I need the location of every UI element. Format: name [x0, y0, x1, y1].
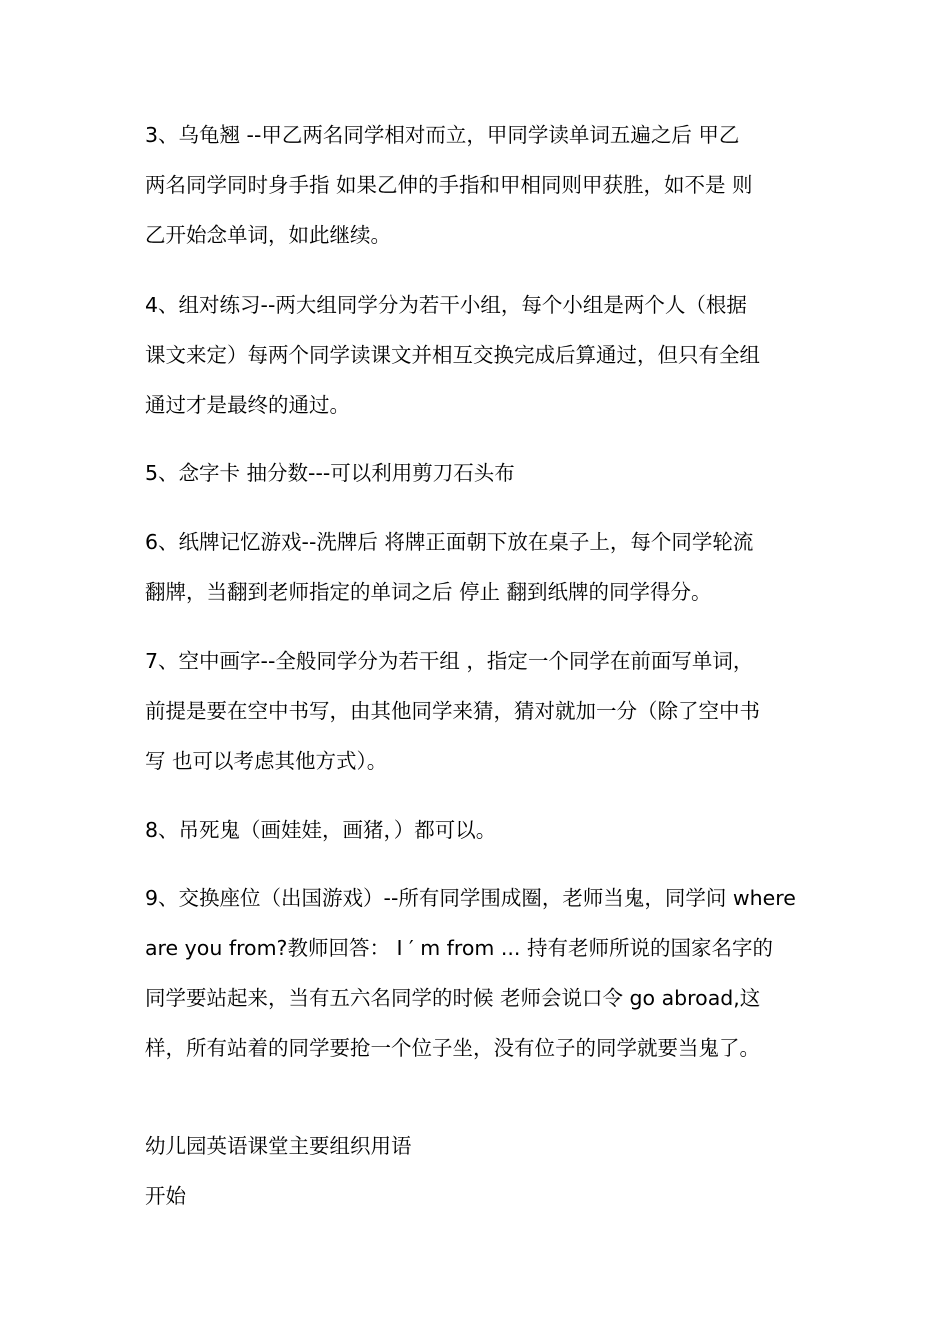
list-item-5: [145, 448, 815, 498]
text-line: 写 也可以考虑其他方式）。: [145, 749, 388, 773]
list-item-9: [145, 873, 815, 1073]
text-line: 乙开始念单词，如此继续。: [145, 223, 391, 247]
text-line: 同学要站起来，当有五六名同学的时候 老师会说口令 go abroad,这: [145, 986, 761, 1010]
text-line: 翻牌，当翻到老师指定的单词之后 停止 翻到纸牌的同学得分。: [145, 580, 712, 604]
section-title: 幼儿园英语课堂主要组织用语: [145, 1134, 412, 1158]
text-line: 通过才是最终的通过。: [145, 393, 350, 417]
section-subtitle: 开始: [145, 1184, 186, 1208]
text-line: 前提是要在空中书写，由其他同学来猜，猜对就加一分（除了空中书: [145, 699, 760, 723]
list-item-3: [145, 110, 815, 260]
text-line: 3、乌龟翘 --甲乙两名同学相对而立，甲同学读单词五遍之后 甲乙: [145, 123, 740, 147]
text-line: 课文来定）每两个同学读课文并相互交换完成后算通过，但只有全组: [145, 343, 760, 367]
list-item-7: [145, 636, 815, 786]
list-item-6: [145, 517, 815, 617]
text-line: 5、念字卡 抽分数---可以利用剪刀石头布: [145, 461, 515, 485]
text-line: are you from?教师回答： I ′ m from ... 持有老师所说的国家名字的: [145, 936, 773, 960]
list-item-4: [145, 280, 815, 430]
text-line: 7、空中画字--全般同学分为若干组 ，指定一个同学在前面写单词，: [145, 649, 754, 673]
list-item-8: [145, 805, 815, 855]
text-line: 4、组对练习--两大组同学分为若干小组，每个小组是两个人（根据: [145, 293, 747, 317]
text-line: 9、交换座位（出国游戏）--所有同学围成圈，老师当鬼，同学问 where: [145, 886, 796, 910]
text-line: 样，所有站着的同学要抢一个位子坐，没有位子的同学就要当鬼了。: [145, 1036, 760, 1060]
text-line: 两名同学同时身手指 如果乙伸的手指和甲相同则甲获胜，如不是 则: [145, 173, 753, 197]
text-line: 8、吊死鬼（画娃娃，画猪，）都可以。: [145, 818, 497, 842]
text-line: 6、纸牌记忆游戏--洗牌后 将牌正面朝下放在桌子上，每个同学轮流: [145, 530, 754, 554]
